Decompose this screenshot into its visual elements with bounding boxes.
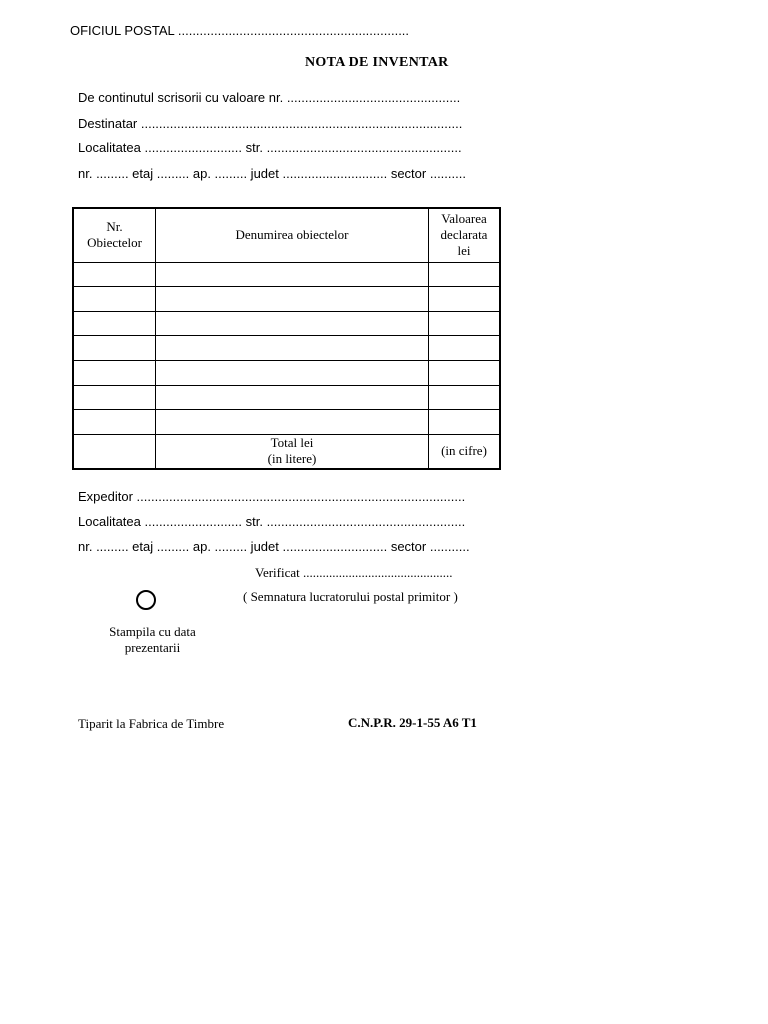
table-cell bbox=[73, 287, 156, 312]
table-cell bbox=[429, 311, 501, 336]
signature-caption: ( Semnatura lucratorului postal primitor ) bbox=[243, 589, 458, 604]
table-cell bbox=[156, 410, 429, 435]
total-in-words: Total lei (in litere) bbox=[156, 434, 429, 469]
table-cell bbox=[429, 410, 501, 435]
table-row bbox=[73, 311, 500, 336]
table-row bbox=[73, 287, 500, 312]
table-row bbox=[73, 410, 500, 435]
header-item-name: Denumirea obiectelor bbox=[156, 208, 429, 262]
inventory-table bbox=[72, 207, 501, 470]
table-cell bbox=[156, 336, 429, 361]
total-empty-cell bbox=[73, 434, 156, 469]
sender-address-field: nr. ......... etaj ......... ap. ......... judet ............................. sector ........... bbox=[78, 539, 470, 554]
table-cell bbox=[73, 336, 156, 361]
table-cell bbox=[156, 287, 429, 312]
document-title: NOTA DE INVENTAR bbox=[305, 55, 449, 70]
table-cell bbox=[429, 385, 501, 410]
recipient-address-field: nr. ......... etaj ......... ap. ......... judet ............................. sector .......... bbox=[78, 166, 466, 181]
recipient-name-field: Destinatar ......................................................................................... bbox=[78, 116, 463, 131]
table-cell bbox=[156, 311, 429, 336]
stamp-label: Stampila cu data prezentarii bbox=[109, 624, 196, 655]
table-cell bbox=[156, 360, 429, 385]
table-cell bbox=[73, 410, 156, 435]
table-header-row bbox=[73, 208, 500, 262]
table-cell bbox=[156, 385, 429, 410]
table-cell bbox=[73, 311, 156, 336]
table-row bbox=[73, 385, 500, 410]
table-cell bbox=[156, 262, 429, 287]
form-code: C.N.P.R. 29-1-55 A6 T1 bbox=[348, 715, 477, 730]
stamp-circle-icon bbox=[136, 590, 156, 610]
table-cell bbox=[429, 262, 501, 287]
sender-locality-field: Localitatea ........................... str. ....................................................... bbox=[78, 514, 466, 529]
verified-field: Verificat .............................................. bbox=[255, 565, 453, 580]
table-cell bbox=[73, 360, 156, 385]
printer-credit: Tiparit la Fabrica de Timbre bbox=[78, 716, 225, 731]
sender-name-field: Expeditor ........................................................................................... bbox=[78, 489, 466, 504]
table-cell bbox=[429, 336, 501, 361]
table-row bbox=[73, 360, 500, 385]
header-item-number: Nr. Obiectelor bbox=[73, 208, 156, 262]
postal-office-field: OFICIUL POSTAL ................................................................ bbox=[70, 23, 410, 38]
recipient-locality-field: Localitatea ........................... str. ...................................................... bbox=[78, 140, 462, 155]
table-row bbox=[73, 262, 500, 287]
table-cell bbox=[73, 262, 156, 287]
letter-number-field: De continutul scrisorii cu valoare nr. ................................................ bbox=[78, 90, 461, 105]
table-cell bbox=[429, 287, 501, 312]
total-in-figures: (in cifre) bbox=[429, 434, 501, 469]
table-row bbox=[73, 336, 500, 361]
table-total-row bbox=[73, 434, 500, 469]
header-declared-value: Valoarea declarata lei bbox=[429, 208, 501, 262]
table-cell bbox=[73, 385, 156, 410]
table-cell bbox=[429, 360, 501, 385]
